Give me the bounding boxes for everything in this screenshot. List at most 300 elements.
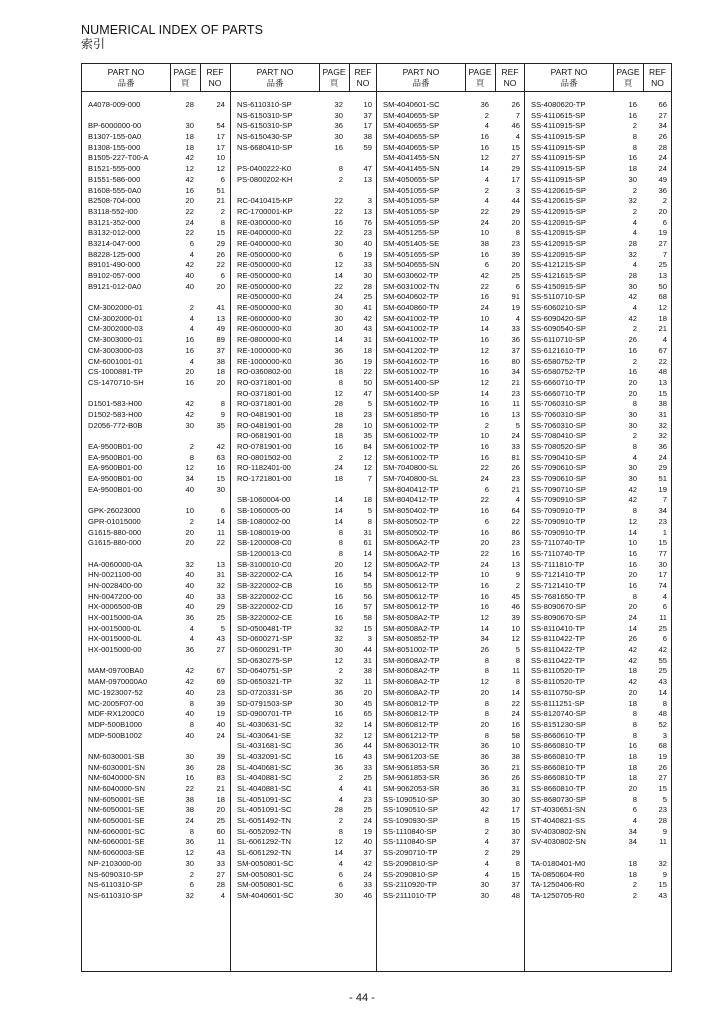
ref-no: 28 (216, 762, 225, 772)
part-number: SB-3100010-C0 (237, 559, 292, 569)
page-ref: 10 (480, 431, 489, 441)
page-ref: 14 (334, 271, 343, 280)
part-number: CS-1470710-SH (88, 377, 144, 387)
page-ref: 40 (185, 570, 194, 580)
table-row (377, 100, 525, 111)
ref-no: 34 (658, 121, 667, 131)
table-row (82, 816, 230, 827)
part-number: SM-4040601-SC (237, 890, 294, 900)
page-ref: 16 (628, 110, 637, 120)
table-row (525, 121, 672, 132)
part-number: SM-5040655-SN (383, 260, 440, 270)
page-ref: 16 (185, 185, 194, 195)
table-row (231, 218, 377, 229)
ref-no: 48 (658, 367, 667, 377)
part-number: SM-8060812-TP (383, 719, 439, 729)
page-ref: 8 (484, 730, 489, 740)
column-header (377, 64, 525, 92)
page-ref: 26 (628, 634, 637, 644)
part-number: NS-6110310-SP (88, 880, 143, 890)
ref-no: 58 (511, 730, 520, 740)
page-ref: 28 (628, 238, 637, 248)
ref-no: 15 (658, 784, 667, 793)
table-row (231, 239, 377, 250)
column-rows (231, 100, 377, 902)
part-number: ST-4040821-SS (531, 816, 586, 826)
page-ref: 36 (334, 762, 343, 772)
page-ref: 16 (480, 399, 489, 409)
ref-no: 23 (511, 238, 520, 248)
page-ref: 16 (480, 132, 489, 142)
table-row (525, 677, 672, 688)
table-row (82, 752, 230, 763)
table-row (231, 870, 377, 881)
page-ref: 14 (628, 527, 637, 537)
ref-no: 48 (658, 709, 667, 719)
page-ref: 42 (628, 495, 637, 505)
ref-no: 25 (658, 623, 667, 633)
ref-no: 33 (511, 442, 520, 451)
table-row (231, 495, 377, 506)
ref-no: 30 (216, 484, 225, 494)
part-number: SM-4051055-SP (383, 185, 440, 195)
page-ref: 12 (628, 516, 637, 526)
table-row (82, 303, 230, 314)
part-number: PS-0400222-K0 (237, 164, 292, 174)
page-ref: 12 (480, 677, 489, 687)
page-ref: 24 (185, 816, 194, 826)
page-ref: 16 (480, 142, 489, 152)
ref-no: 24 (658, 153, 667, 163)
table-row (377, 763, 525, 774)
ref-no: 11 (512, 666, 520, 676)
page-ref: 8 (632, 142, 637, 152)
ref-no: 6 (662, 634, 667, 644)
table-row (525, 100, 672, 111)
ref-no: 32 (216, 580, 225, 590)
ref-no: 38 (363, 666, 372, 676)
table-row (377, 624, 525, 635)
table-row (525, 463, 672, 474)
page-ref: 34 (185, 474, 194, 484)
part-number: SS-8110520-TP (531, 677, 585, 687)
table-row (377, 335, 525, 346)
ref-no: 26 (511, 100, 520, 109)
ref-no: 29 (511, 848, 520, 858)
ref-no: 37 (363, 848, 372, 858)
page-ref: 2 (632, 206, 637, 216)
ref-no: 47 (363, 164, 372, 174)
ref-no: 49 (658, 174, 667, 184)
page-ref: 14 (334, 506, 343, 516)
table-row (231, 143, 377, 154)
table-row (377, 602, 525, 613)
page-ref: 18 (628, 773, 637, 783)
ref-no: 23 (363, 794, 372, 804)
part-number: SM-80508A2-TP (383, 623, 440, 633)
page-ref: 30 (334, 110, 343, 120)
page-ref: 2 (338, 773, 343, 783)
ref-no: 56 (363, 591, 372, 601)
ref-no: 41 (216, 303, 225, 313)
page-ref: 16 (628, 345, 637, 355)
part-number: SS-1090510-SP (383, 805, 438, 815)
page-ref: 26 (628, 335, 637, 345)
ref-no: 11 (659, 837, 667, 847)
part-number: SM-6040602-TP (383, 292, 439, 302)
table-row (377, 378, 525, 389)
ref-no: 43 (363, 324, 372, 334)
page-ref: 4 (338, 784, 343, 793)
table-row (377, 153, 525, 164)
ref-no: 26 (658, 762, 667, 772)
part-number: SS-8110520-TP (531, 666, 585, 676)
page-ref: 16 (185, 335, 194, 345)
table-row (231, 773, 377, 784)
table-row (82, 399, 230, 410)
part-number: SS-7060310-SP (531, 420, 586, 430)
page-ref: 16 (480, 591, 489, 601)
ref-no: 33 (363, 260, 372, 270)
part-number: SM-80506A2-TP (383, 538, 440, 548)
part-number: RO-0801502-00 (237, 452, 292, 462)
page-ref: 4 (484, 837, 489, 847)
page-ref: 18 (628, 858, 637, 868)
page-ref: 12 (334, 837, 343, 847)
part-number: SL-4031681-SC (237, 741, 292, 751)
ref-no: 8 (515, 655, 520, 665)
part-number: SS-2090810-SP (383, 869, 438, 879)
table-row (82, 335, 230, 346)
table-row (82, 495, 230, 506)
table-row (377, 410, 525, 421)
part-number: TA-0180401-M0 (531, 858, 586, 868)
table-row (525, 709, 672, 720)
part-number: SM-4051255-SP (383, 228, 440, 238)
ref-no: 25 (363, 773, 372, 783)
part-number: SS-8660810-TP (531, 762, 586, 772)
part-number: SS-4120915-SP (531, 228, 586, 238)
ref-no: 47 (363, 388, 372, 398)
ref-no: 6 (220, 506, 225, 516)
part-number: SS-4120915-SP (531, 238, 586, 248)
part-number: SM-8051002-TP (383, 645, 439, 655)
table-row (525, 346, 672, 357)
ref-no: 25 (658, 666, 667, 676)
page-ref: 10 (480, 228, 489, 238)
part-number: SM-4051055-SP (383, 217, 440, 227)
page-ref: 36 (334, 741, 343, 751)
part-number: G1615-880-000 (88, 527, 142, 537)
ref-no: 14 (363, 548, 372, 558)
page-ref: 4 (189, 356, 194, 366)
part-number: SM-6030602-TP (383, 271, 439, 280)
page-ref: 32 (185, 559, 194, 569)
ref-no: 15 (511, 869, 520, 879)
page-ref: 8 (338, 548, 343, 558)
table-row (525, 720, 672, 731)
page-ref: 42 (185, 409, 194, 419)
page-ref: 42 (628, 645, 637, 655)
ref-no: 21 (658, 324, 667, 334)
part-number: SD-0630275-SP (237, 655, 293, 665)
table-row (525, 666, 672, 677)
page-ref: 6 (189, 238, 194, 248)
table-row (525, 773, 672, 784)
part-number: RE-0500000-K0 (237, 292, 292, 302)
part-number: SM-80508A2-TP (383, 613, 440, 622)
part-number: SM-4040601-SC (383, 100, 440, 109)
page-ref: 12 (480, 613, 489, 622)
table-row (525, 741, 672, 752)
part-number: NS-6110310-SP (237, 100, 292, 109)
part-number: SS-7121410-TP (531, 570, 586, 580)
page-ref: 20 (628, 602, 637, 612)
page-ref: 18 (334, 431, 343, 441)
page-ref: 30 (334, 238, 343, 248)
table-row (82, 848, 230, 859)
part-number: SM-7040800-SL (383, 463, 439, 473)
ref-no: 27 (216, 645, 225, 655)
table-row (82, 688, 230, 699)
ref-no: 65 (363, 709, 372, 719)
ref-no: 25 (216, 613, 225, 622)
part-number: MC-2005F07-00 (88, 698, 144, 708)
page-ref: 30 (480, 890, 489, 900)
ref-no: 46 (511, 121, 520, 131)
part-number: SL-4051091-SC (237, 805, 292, 815)
table-row (377, 688, 525, 699)
table-row (82, 175, 230, 186)
index-column-4 (524, 64, 672, 971)
page-ref: 32 (334, 719, 343, 729)
table-row (377, 303, 525, 314)
page-ref: 22 (480, 495, 489, 505)
table-row (82, 538, 230, 549)
part-number: B3132-012-000 (88, 228, 141, 238)
page-ref: 40 (185, 580, 194, 590)
table-row (231, 153, 377, 164)
table-row (377, 581, 525, 592)
part-number: HX-0006500-0B (88, 602, 143, 612)
table-row (525, 132, 672, 143)
table-row (231, 389, 377, 400)
header-part-no: PART NO (402, 67, 440, 77)
part-number: SS-8660810-TP (531, 741, 586, 751)
page-number: - 44 - (349, 992, 375, 1004)
page-ref: 12 (185, 164, 194, 174)
ref-no: 45 (363, 698, 372, 708)
page-ref: 8 (189, 452, 194, 462)
table-row (231, 880, 377, 891)
table-row (82, 121, 230, 132)
part-number: PS-0800202-KH (237, 174, 293, 184)
table-row (377, 517, 525, 528)
table-row (525, 848, 672, 859)
ref-no: 33 (216, 591, 225, 601)
part-number: RE-0400000-K0 (237, 228, 292, 238)
table-row (231, 570, 377, 581)
page-ref: 8 (189, 826, 194, 836)
header-part-no-jp: 品番 (117, 78, 135, 88)
page-ref: 24 (480, 474, 489, 484)
ref-no: 44 (511, 196, 520, 206)
part-number: SS-8110410-TP (531, 623, 585, 633)
ref-no: 18 (658, 313, 667, 323)
table-row (231, 474, 377, 485)
ref-no: 91 (511, 292, 520, 302)
table-row (231, 709, 377, 720)
part-number: SL-4040881-SC (237, 773, 292, 783)
header-page-jp: 頁 (329, 78, 339, 88)
page-ref: 16 (185, 377, 194, 387)
page-ref: 8 (632, 132, 637, 142)
part-number: SB-1200008-C0 (237, 538, 292, 548)
part-number: NM-6060001-SC (88, 826, 145, 836)
page-ref: 18 (185, 132, 194, 142)
page-ref: 30 (334, 645, 343, 655)
part-number: NM-6040000-SN (88, 784, 145, 793)
part-number: SS-7060310-SP (531, 399, 586, 409)
table-row (377, 741, 525, 752)
header-page: PAGE (322, 67, 346, 77)
part-number: SS-6090540-SP (531, 324, 586, 334)
table-row (377, 634, 525, 645)
ref-no: 20 (216, 281, 225, 291)
ref-no: 19 (363, 249, 372, 259)
ref-no: 58 (363, 613, 372, 622)
table-row (82, 260, 230, 271)
part-number: HX-0015000-00 (88, 645, 142, 655)
table-row (82, 228, 230, 239)
page-ref: 16 (334, 591, 343, 601)
ref-no: 24 (363, 869, 372, 879)
part-number: TA-0850604-R0 (531, 869, 585, 879)
page-ref: 2 (338, 452, 343, 462)
part-number: SM-8050502-TP (383, 516, 439, 526)
page-ref: 12 (480, 153, 489, 163)
page-ref: 20 (628, 377, 637, 387)
part-number: RO-1721801-00 (237, 474, 292, 484)
ref-no: 5 (515, 645, 520, 655)
part-number: B1505-227-T00-A (88, 153, 149, 163)
part-number: SM-8050612-TP (383, 570, 439, 580)
part-number: D1502-583-H00 (88, 409, 143, 419)
ref-no: 37 (511, 837, 520, 847)
ref-no: 20 (511, 217, 520, 227)
part-number: SD-0640751-SP (237, 666, 293, 676)
ref-no: 2 (220, 206, 225, 216)
page-ref: 30 (628, 474, 637, 484)
table-row (377, 228, 525, 239)
ref-no: 25 (363, 805, 372, 815)
ref-no: 32 (658, 431, 667, 441)
page-ref: 36 (185, 613, 194, 622)
table-row (525, 485, 672, 496)
table-row (82, 560, 230, 571)
page-ref: 30 (628, 463, 637, 473)
page-ref: 4 (189, 313, 194, 323)
page-ref: 18 (628, 698, 637, 708)
page-ref: 16 (628, 367, 637, 377)
part-number: SS-7090910-TP (531, 527, 586, 537)
ref-no: 17 (216, 142, 225, 152)
table-row (82, 378, 230, 389)
ref-no: 15 (658, 880, 667, 890)
part-number: CM-3002000-01 (88, 303, 143, 313)
page-ref: 36 (334, 345, 343, 355)
page-ref: 2 (632, 324, 637, 334)
page-ref: 22 (185, 228, 194, 238)
part-number: RE-0500000-K0 (237, 260, 292, 270)
table-row (525, 228, 672, 239)
part-number: RC-0410415-KP (237, 196, 293, 206)
page-ref: 36 (334, 356, 343, 366)
ref-no: 19 (658, 484, 667, 494)
ref-no: 40 (363, 238, 372, 248)
page-ref: 2 (189, 442, 194, 451)
ref-no: 32 (658, 858, 667, 868)
part-number: SL-6051492-TN (237, 816, 292, 826)
part-number: NS-6680410-SP (237, 142, 293, 152)
table-row (82, 474, 230, 485)
ref-no: 22 (216, 538, 225, 548)
page-ref: 12 (334, 655, 343, 665)
ref-no: 42 (658, 645, 667, 655)
table-row (82, 389, 230, 400)
ref-no: 13 (363, 206, 372, 216)
table-row (377, 132, 525, 143)
ref-no: 4 (515, 313, 520, 323)
table-row (231, 164, 377, 175)
table-row (231, 549, 377, 560)
ref-no: 20 (658, 206, 667, 216)
page-ref: 18 (334, 474, 343, 484)
part-number: SS-4150915-SP (531, 281, 586, 291)
table-row (82, 634, 230, 645)
part-number: SS-7090910-SP (531, 495, 586, 505)
page-ref: 16 (480, 506, 489, 516)
table-row (82, 613, 230, 624)
part-number: SS-6090420-SP (531, 313, 586, 323)
part-number: B1308-155-000 (88, 142, 141, 152)
ref-no: 15 (511, 142, 520, 152)
table-row (525, 560, 672, 571)
table-row (525, 656, 672, 667)
ref-no: 40 (363, 837, 372, 847)
page-ref: 2 (484, 848, 489, 858)
page-ref: 32 (628, 196, 637, 206)
table-row (377, 506, 525, 517)
page-ref: 2 (189, 869, 194, 879)
part-number: SS-6121610-TP (531, 345, 586, 355)
ref-no: 89 (216, 335, 225, 345)
part-number: SS-7090710-SP (531, 484, 586, 494)
column-header (525, 64, 672, 92)
part-number: NM-6050001-SE (88, 805, 145, 815)
table-row (525, 859, 672, 870)
page-ref: 8 (632, 506, 637, 516)
table-row (377, 282, 525, 293)
table-row (377, 389, 525, 400)
table-row (377, 421, 525, 432)
table-row (231, 410, 377, 421)
table-row (231, 335, 377, 346)
table-row (377, 186, 525, 197)
ref-no: 30 (511, 794, 520, 804)
ref-no: 9 (662, 869, 667, 879)
part-number: GPK-26023000 (88, 506, 141, 516)
